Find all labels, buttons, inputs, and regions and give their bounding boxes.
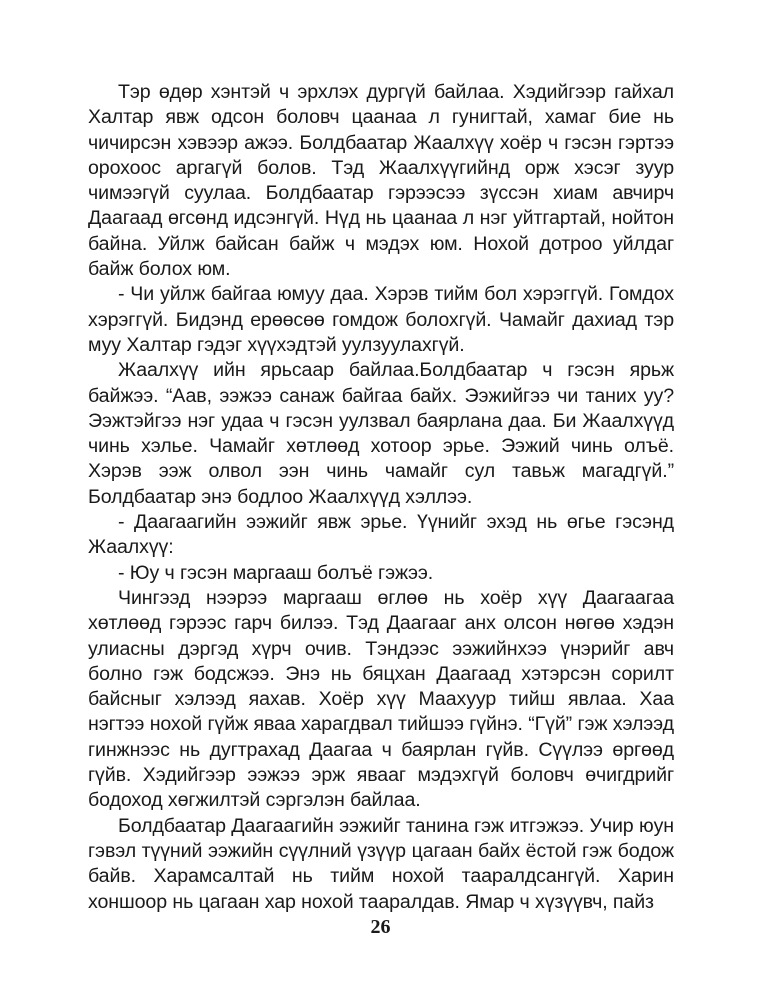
page-body xyxy=(88,80,674,915)
page-number: 26 xyxy=(370,916,391,938)
paragraph: Болдбаатар Даагаагийн ээжийг танина гэж итгэжээ. Учир юун гэвэл түүний ээжийн сүүлний үзүүр цагаан байх ёстой гэж бодож байв. Харамсалтай нь тийм нохой таарaлдсангүй. Харин хоншоор нь цагаан хар нохой таарaлдав. Ямар ч хүзүүвч, пайз xyxy=(88,814,674,913)
paragraph: Тэр өдөр хэнтэй ч эрхлэх дургүй байлаа. Хэдийгээр гайхал Халтар явж одсон боловч цаанаа л гунигтай, хамаг бие нь чичирсэн хэвээр ажээ. Болдбаатар Жаалхүү хоёр ч гэсэн гэртээ орохоос аргагүй болов. Тэд Жаалхүүгийнд орж хэсэг зуур чимээгүй суулаа. Болдбаатар гэрээсээ зүссэн хиам авчирч Даагаад өгсөнд идсэнгүй. Нүд нь цаанаа л нэг уйтгартай, нойтон байна. Уйлж байсан байж ч мэдэх юм. Нохой дотроо уйлдаг байж болох юм. xyxy=(88,81,674,281)
paragraph: - Чи уйлж байгаа юмуу даа. Хэрэв тийм бол хэрэггүй. Гомдох хэрэггүй. Бидэнд ерөөсөө гомдож болохгүй. Чамайг дахиад тэр муу Халтар гэдэг хүүхэдтэй уулзуулахгүй. xyxy=(88,283,674,356)
paragraph: - Юу ч гэсэн маргааш болъё гэжээ. xyxy=(118,561,434,584)
paragraph: Чингээд нээрээ маргааш өглөө нь хоёр хүү Даагаагаа хөтлөөд гэрээс гарч билээ. Тэд Даагааг анх олсон нөгөө хэдэн улиасны дэргэд хүрч очив. Тэндээс ээжийнхээ үнэрийг авч болно гэж бодсжээ. Энэ нь бяцхан Даагаад хэтэрсэн сорилт байсныг хэлээд яахав. Хоёр хүү Маахуур тийш явлаа. Хаа нэгтээ нохой гүйж яваа харагдвал тийшээ гүйнэ. “Гүй” гэж хэлээд гинжнээс нь дугтрахад Даагаа ч баярлан гүйв. Сүүлээ өргөөд гүйв. Хэдийгээр ээжээ эрж явааг мэдэхгүй боловч өчигдрийг бодоход хөгжилтэй сэргэлэн байлаа. xyxy=(88,586,674,812)
paragraph: - Даагаагийн ээжийг явж эрье. Үүнийг эхэд нь өгье гэсэнд Жаалхүү: xyxy=(88,511,674,559)
paragraph: Жаалхүү ийн ярьсаар байлаа.Болдбаатар ч гэсэн ярьж байжээ. “Аав, ээжээ санаж байгаа байх. Ээжийгээ чи таних уу? Ээжтэйгээ нэг удаа ч гэсэн уулзвал баярлана даа. Би Жаалхүүд чинь хэлье. Чамайг хөтлөөд хотоор эрье. Ээжий чинь олъё. Хэрэв ээж олвол ээн чинь чамайг сул тавьж магадгүй.” Болдбаатар энэ бодлоо Жаалхүүд хэллээ. xyxy=(88,359,674,508)
